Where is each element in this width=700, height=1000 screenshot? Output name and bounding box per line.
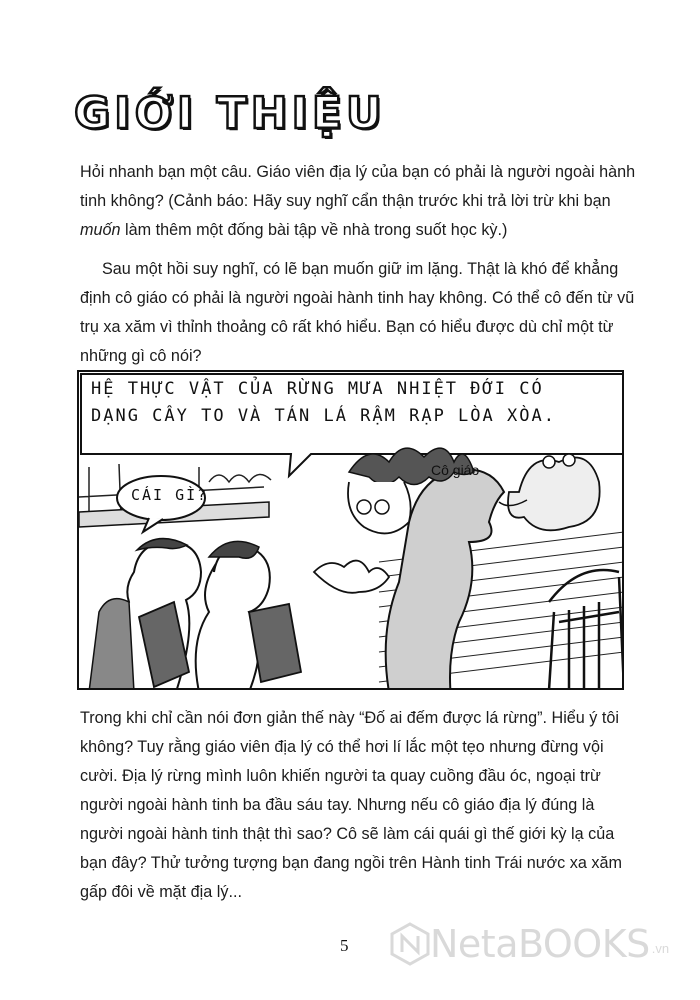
paragraph-1-start: Hỏi nhanh bạn một câu. Giáo viên địa lý của bạn có phải là người ngoài hành tinh không? (Cảnh báo: Hãy suy nghĩ cẩn thận trước khi trả lời trừ khi bạn	[80, 163, 636, 210]
paragraph-3: Trong khi chỉ cần nói đơn giản thế này “Đố ai đếm được lá rừng”. Hiểu ý tôi không? Tuy rằng giáo viên địa lý có thể hơi lí lắc một tẹo nhưng đừng vội cười. Địa lý rừng mình luôn khiến người ta quay cuồng đầu óc, ngoại trừ người ngoài hành tinh ba đầu sáu tay. Nhưng nếu cô giáo địa lý đúng là người ngoài hành tinh thật thì sao? Cô sẽ làm cái quái gì thế giới kỳ lạ của bạn đây? Thử tưởng tượng bạn đang ngồi trên Hành tinh Trái nước xa xăm gấp đôi về mặt địa lý...	[80, 709, 622, 901]
paragraph-1	[80, 158, 640, 245]
alien-label: Cô giáo	[431, 462, 480, 478]
paragraph-1-end: làm thêm một đống bài tập về nhà trong suốt học kỳ.)	[120, 221, 508, 239]
alien-drawing	[508, 458, 600, 531]
paragraph-2: Sau một hồi suy nghĩ, có lẽ bạn muốn giữ im lặng. Thật là khó để khẳng định cô giáo có phải là người ngoài hành tinh hay không. Có thể cô đến từ vũ trụ xa xăm vì thỉnh thoảng cô rất khó hiểu. Bạn có hiểu được dù chỉ một từ những gì cô nói?	[80, 260, 635, 365]
page-number: 5	[340, 936, 349, 955]
kid-middle-hair	[209, 541, 259, 558]
kid-speech-text: CÁI GÌ?	[131, 486, 209, 504]
watermark	[390, 922, 669, 966]
teacher-hands	[314, 561, 389, 593]
netabooks-logo-icon	[390, 922, 430, 966]
leaves	[209, 474, 271, 482]
kid-left-shirt	[89, 599, 134, 690]
watermark-suffix: .vn	[651, 941, 670, 956]
page-title: GIỚI THIỆU	[74, 88, 386, 139]
watermark-brand: NetaBOOKS	[430, 922, 650, 966]
teacher-speech-text: HỆ THỰC VẬT CỦA RỪNG MƯA NHIỆT ĐỚI CÓ DẠNG CÂY TO VÀ TÁN LÁ RẬM RẠP LÒA XÒA.	[91, 379, 556, 426]
comic-illustration	[77, 370, 624, 690]
paragraph-1-emphasis: muốn	[80, 221, 121, 239]
